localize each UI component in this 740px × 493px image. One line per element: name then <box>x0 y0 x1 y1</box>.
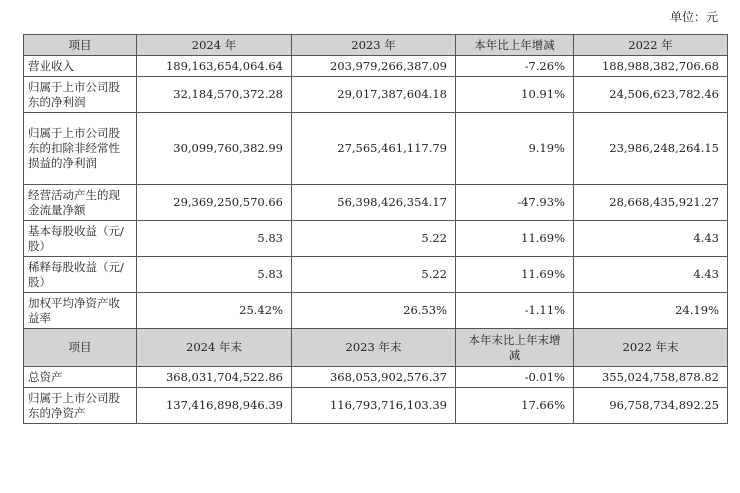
value-change: 11.69% <box>456 221 574 257</box>
value-change: -1.11% <box>456 293 574 329</box>
value-2022: 4.43 <box>574 221 728 257</box>
value-2022: 24,506,623,782.46 <box>574 77 728 113</box>
value-2022: 355,024,758,878.82 <box>574 367 728 388</box>
header-cell: 2024 年末 <box>137 329 292 367</box>
value-2022: 28,668,435,921.27 <box>574 185 728 221</box>
value-change: 9.19% <box>456 113 574 185</box>
value-change: -0.01% <box>456 367 574 388</box>
header-row <box>24 35 728 56</box>
header-cell: 2022 年 <box>574 35 728 56</box>
row-label: 经营活动产生的现金流量净额 <box>24 185 137 221</box>
row-label: 总资产 <box>24 367 137 388</box>
row-label: 归属于上市公司股东的扣除非经常性损益的净利润 <box>24 113 137 185</box>
value-2024: 5.83 <box>137 257 292 293</box>
table-row <box>24 185 728 221</box>
value-2024: 30,099,760,382.99 <box>137 113 292 185</box>
header-cell: 2022 年末 <box>574 329 728 367</box>
value-2024: 368,031,704,522.86 <box>137 367 292 388</box>
value-2024: 5.83 <box>137 221 292 257</box>
value-2022: 96,758,734,892.25 <box>574 388 728 424</box>
value-change: 10.91% <box>456 77 574 113</box>
value-2023: 5.22 <box>292 257 456 293</box>
header-row <box>24 329 728 367</box>
header-cell: 2024 年 <box>137 35 292 56</box>
value-change: 17.66% <box>456 388 574 424</box>
value-2024: 29,369,250,570.66 <box>137 185 292 221</box>
table-row <box>24 367 728 388</box>
value-2023: 27,565,461,117.79 <box>292 113 456 185</box>
row-label: 加权平均净资产收益率 <box>24 293 137 329</box>
value-change: -47.93% <box>456 185 574 221</box>
row-label: 归属于上市公司股东的净利润 <box>24 77 137 113</box>
header-cell: 本年末比上年末增减 <box>456 329 574 367</box>
value-2023: 368,053,902,576.37 <box>292 367 456 388</box>
header-cell: 2023 年末 <box>292 329 456 367</box>
value-2023: 116,793,716,103.39 <box>292 388 456 424</box>
value-2023: 56,398,426,354.17 <box>292 185 456 221</box>
value-change: 11.69% <box>456 257 574 293</box>
value-2024: 32,184,570,372.28 <box>137 77 292 113</box>
row-label: 营业收入 <box>24 56 137 77</box>
financial-indicators-table <box>23 34 728 424</box>
value-change: -7.26% <box>456 56 574 77</box>
header-cell: 项目 <box>24 35 137 56</box>
value-2023: 26.53% <box>292 293 456 329</box>
header-cell: 2023 年 <box>292 35 456 56</box>
value-2024: 137,416,898,946.39 <box>137 388 292 424</box>
table-row <box>24 293 728 329</box>
unit-label: 单位：元 <box>669 10 718 24</box>
value-2023: 5.22 <box>292 221 456 257</box>
row-label: 基本每股收益（元/股） <box>24 221 137 257</box>
row-label: 稀释每股收益（元/股） <box>24 257 137 293</box>
table-row <box>24 221 728 257</box>
value-2024: 25.42% <box>137 293 292 329</box>
value-2023: 203,979,266,387.09 <box>292 56 456 77</box>
value-2022: 23,986,248,264.15 <box>574 113 728 185</box>
value-2023: 29,017,387,604.18 <box>292 77 456 113</box>
value-2022: 188,988,382,706.68 <box>574 56 728 77</box>
value-2022: 24.19% <box>574 293 728 329</box>
header-cell: 本年比上年增减 <box>456 35 574 56</box>
table-row <box>24 257 728 293</box>
header-cell: 项目 <box>24 329 137 367</box>
row-label: 归属于上市公司股东的净资产 <box>24 388 137 424</box>
table-row <box>24 56 728 77</box>
table-row <box>24 77 728 113</box>
table-row <box>24 388 728 424</box>
table-row <box>24 113 728 185</box>
value-2022: 4.43 <box>574 257 728 293</box>
value-2024: 189,163,654,064.64 <box>137 56 292 77</box>
